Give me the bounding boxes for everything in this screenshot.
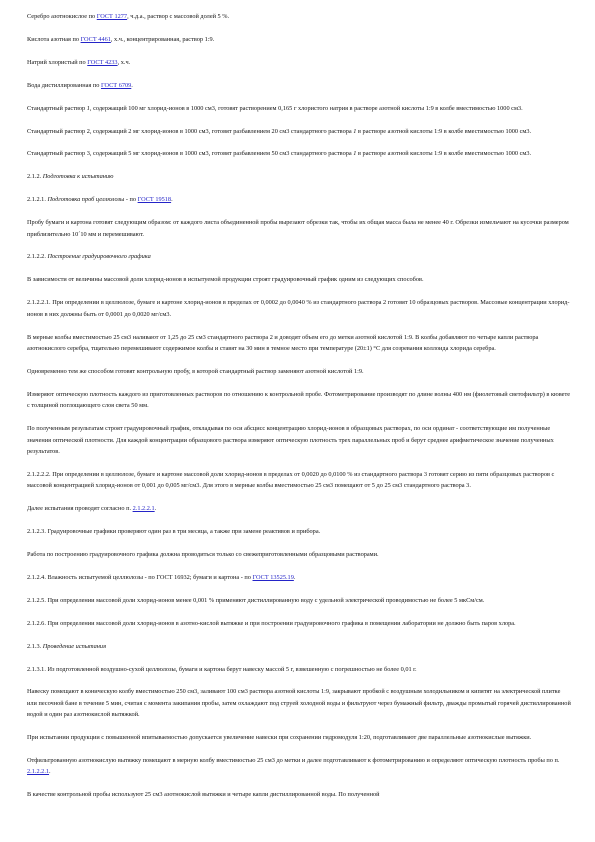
para-optical-density: [27, 389, 571, 412]
paragraph-text: Одновременно тем же способом готовят контрольную пробу, в которой стандартный раствор заменяют азотной кислотой 1:9.: [27, 367, 364, 375]
para-section-2-1-2-2-1: [27, 297, 571, 320]
para-section-2-1-2-2: [27, 251, 571, 262]
italic-text: Проведение испытания: [42, 642, 106, 650]
para-section-2-1-2-5: [27, 595, 571, 606]
paragraph-text: Стандартный раствор: [27, 104, 87, 112]
paragraph-text: Пробу бумаги и картона готовят следующим образом: от каждого листа объединенной пробы вырезают обрезки так, чтобы их общая масса была не менее 40 г. Обрезки измельчают на кусочки размером приблизительно 10´10 мм и перемешивают.: [27, 219, 569, 238]
gost-reference-link[interactable]: ГОСТ 1277: [96, 13, 128, 20]
para-section-2-1-2-2-2: [27, 469, 571, 492]
gost-reference-link[interactable]: ГОСТ 6709: [100, 81, 132, 89]
paragraph-text: , х.ч., концентрированная, раствор 1:9.: [110, 35, 215, 43]
para-section-2-1-2-4: [27, 572, 571, 583]
italic-text: Построение градуировочного графика: [47, 253, 151, 261]
paragraph-text: 2.1.2.2.: [27, 253, 48, 261]
gost-reference-link[interactable]: ГОСТ 4461: [80, 35, 111, 43]
paragraph-text: .: [49, 768, 51, 776]
para-control-extract: [27, 789, 571, 800]
paragraph-text: В качестве контрольной пробы используют 25 см3 азотнокислой вытяжки и четыре капли дистиллированной воды. По полученной: [27, 791, 380, 799]
para-standard-solution-1: [27, 103, 571, 114]
para-silver-nitrate: [27, 11, 571, 22]
paragraph-text: 2.1.2.6. При определении массовой доли хлорид-ионов в азотно-кислой вытяжке и при построении градуировочного графика в помещении лаборатории не должно быть паров хлора.: [27, 619, 516, 627]
para-section-2-1-3: [27, 641, 571, 652]
paragraph-text: В зависимости от величины массовой доли хлорид-ионов в испытуемой продукции строят градуировочный график одним из следующих способов.: [27, 276, 424, 284]
para-section-2-1-3-1: [27, 664, 571, 675]
gost-reference-link[interactable]: ГОСТ 13525.19: [252, 573, 294, 581]
para-graph-results: [27, 423, 571, 457]
paragraph-text: 2.1.3.1. Из подготовленной воздушно-сухой целлюлозы, бумаги и картона берут навеску массой 5 г, взвешенную с погрешностью не более 0,01 г.: [27, 665, 417, 673]
italic-text: 1: [86, 104, 90, 112]
italic-text: Подготовка к испытанию: [42, 173, 114, 181]
paragraph-text: Серебро азотнокислое по: [27, 13, 97, 20]
para-low-hygroscopic: [27, 732, 571, 743]
para-sample-prep: [27, 217, 571, 240]
paragraph-text: Стандартный раствор 3, содержащий 5 мг хлорид-ионов в 1000 см3, готовят разбавлением 50 см3 стандартного раствора: [27, 150, 354, 158]
para-distilled-water: [27, 80, 571, 91]
para-fresh-solutions: [27, 549, 571, 560]
paragraph-text: Измеряют оптическую плотность каждого из приготовленных растворов по отношению к контрольной пробе. Фотометрирование производят по длине волны 400 нм (фиолетовый светофильтр) в кювете с толщиной поглощающего слоя света 50 мм.: [27, 390, 570, 410]
paragraph-text: в растворе азотной кислоты 1:9 в колбе вместимостью 1000 см3.: [356, 127, 532, 135]
para-further-tests: [27, 503, 571, 514]
para-section-2-1-2-3: [27, 526, 571, 537]
paragraph-text: 2.1.2.2.1. При определении в целлюлозе, бумаге и картоне хлорид-ионов в пределах от 0,0002 до 0,0040 % из стандартного раствора 2 готовят 10 образцовых растворов. Массовые концентрации хлорид-ионов в них должны быть от 0,0001 до 0,0020 мг/см3.: [27, 299, 570, 318]
paragraph-text: 2.1.2.3. Градуировочные графики проверяют один раз в три месяца, а также при замене реактивов и прибора.: [27, 528, 321, 536]
paragraph-text: 2.1.2.1.: [27, 196, 48, 204]
paragraph-text: 2.1.2.: [27, 173, 43, 181]
italic-text: 1: [353, 127, 357, 135]
para-control-sample: [27, 366, 571, 377]
gost-reference-link[interactable]: 2.1.2.2.1: [27, 768, 50, 776]
para-nitric-acid: [27, 34, 571, 45]
italic-text: 1: [353, 150, 357, 158]
paragraph-text: Далее испытания проводят согласно п.: [27, 505, 133, 513]
document-page: [27, 11, 571, 812]
paragraph-text: .: [154, 505, 157, 513]
para-standard-solution-3: [27, 148, 571, 159]
paragraph-text: Вода дистиллированная по: [27, 81, 101, 89]
para-conical-flask: [27, 686, 571, 720]
paragraph-text: , ч.д.а., раствор с массовой долей 5 %.: [127, 13, 230, 20]
para-graph-methods: [27, 274, 571, 285]
paragraph-text: 2.1.2.4. Влажность испытуемой целлюлозы - по ГОСТ 16932; бумаги и картона - по: [27, 573, 253, 581]
para-section-2-1-2-1: [27, 194, 571, 205]
para-measuring-flasks: [27, 332, 571, 355]
paragraph-text: .: [131, 81, 133, 89]
italic-text: Подготовка проб целлюлозы: [47, 196, 125, 204]
paragraph-text: 2.1.2.5. При определении массовой доли хлорид-ионов менее 0,001 % применяют дистиллированную воду с удельной электрической проводимостью не более 5 мкСм/см.: [27, 596, 485, 604]
paragraph-text: Стандартный раствор 2, содержащий 2 мг хлорид-ионов в 1000 см3, готовят разбавлением 20 см3 стандартного раствора: [27, 127, 354, 135]
paragraph-text: 2.1.2.2.2. При определении в целлюлозе, бумаге и картоне массовой доли хлорид-ионов в пределах от 0,0020 до 0,0100 % из стандартного раствора 3 готовят серию из пяти образцовых растворов с массовой концентрацией хлорид-ионов от 0,001 до 0,005 мг/см3. Для этого в мерные колбы вместимостью 25 см3 помещают от 5 до 25 см3 стандартного раствора 3.: [27, 470, 555, 490]
gost-reference-link[interactable]: ГОСТ 4233: [87, 58, 118, 66]
paragraph-text: Натрий хлористый по: [27, 58, 88, 66]
paragraph-text: Навеску помещают в коническую колбу вместимостью 250 см3, заливают 100 см3 раствора азотной кислоты 1:9, закрывают пробкой с воздушным холодильником и кипятят на электрической плитке или песочной бане в течение 5 мин, считая с момента закипания пробы, затем охлаждают под струей холодной воды и фильтруют через бумажный фильтр, дважды промытый горячей дистиллированной водой и один раз азотнокислой вытяжкой.: [27, 688, 571, 719]
gost-reference-link[interactable]: 2.1.2.2.1: [132, 505, 155, 513]
paragraph-text: в растворе азотной кислоты 1:9 в колбе вместимостью 1000 см3.: [356, 150, 532, 158]
paragraph-text: , содержащий 100 мг хлорид-ионов в 1000 см3, готовят растворением 0,165 г хлористого натрия в растворе азотной кислоты 1:9 в колбе вместимостью 1000 см3.: [89, 104, 523, 112]
paragraph-text: - по: [124, 196, 138, 204]
paragraph-text: В мерные колбы вместимостью 25 см3 наливают от 1,25 до 25 см3 стандартного раствора 2 и доводят объем его до метки азотной кислотой 1:9. В колбы добавляют по четыре капли раствора азотнокислого серебра, тщательно перемешивают содержимое колбы и ставят на 30 мин в темное место при температуре (20±1) °С для созревания коллоида хлорида серебра.: [27, 333, 539, 352]
paragraph-text: Кислота азотная по: [27, 35, 81, 43]
paragraph-text: Отфильтрованную азотнокислую вытяжку помещают в мерную колбу вместимостью 25 см3 до метки и далее подготавливают к фотометрированию и определяют оптическую плотность пробы по п.: [27, 757, 560, 765]
paragraph-text: .: [171, 196, 173, 204]
para-filtered-extract: [27, 755, 571, 778]
paragraph-text: .: [293, 573, 296, 581]
paragraph-text: , х.ч.: [117, 58, 131, 66]
para-sodium-chloride: [27, 57, 571, 68]
paragraph-text: Работа по построению градуировочного графика должна проводиться только со свежеприготовленными образцовыми растворами.: [27, 550, 379, 558]
para-section-2-1-2: [27, 171, 571, 182]
para-section-2-1-2-6: [27, 618, 571, 629]
para-standard-solution-2: [27, 126, 571, 137]
paragraph-text: При испытании продукции с повышенной впитываемостью допускается увеличение навески при сохранении гидромодуля 1:20, подготавливают две параллельные азотнокислые вытяжки.: [27, 734, 532, 742]
gost-reference-link[interactable]: ГОСТ 19518: [137, 196, 172, 204]
paragraph-text: 2.1.3.: [27, 642, 43, 650]
paragraph-text: По полученным результатам строят градуировочный график, откладывая по оси абсцисс концентрацию хлорид-ионов в образцовых растворах, по оси ординат - соответствующие им полученные значения оптической плотности. Для каждой концентрации образцового раствора измеряют оптическую плотность трех параллельных проб и берут среднее арифметическое значение полученных результатов.: [27, 425, 554, 455]
